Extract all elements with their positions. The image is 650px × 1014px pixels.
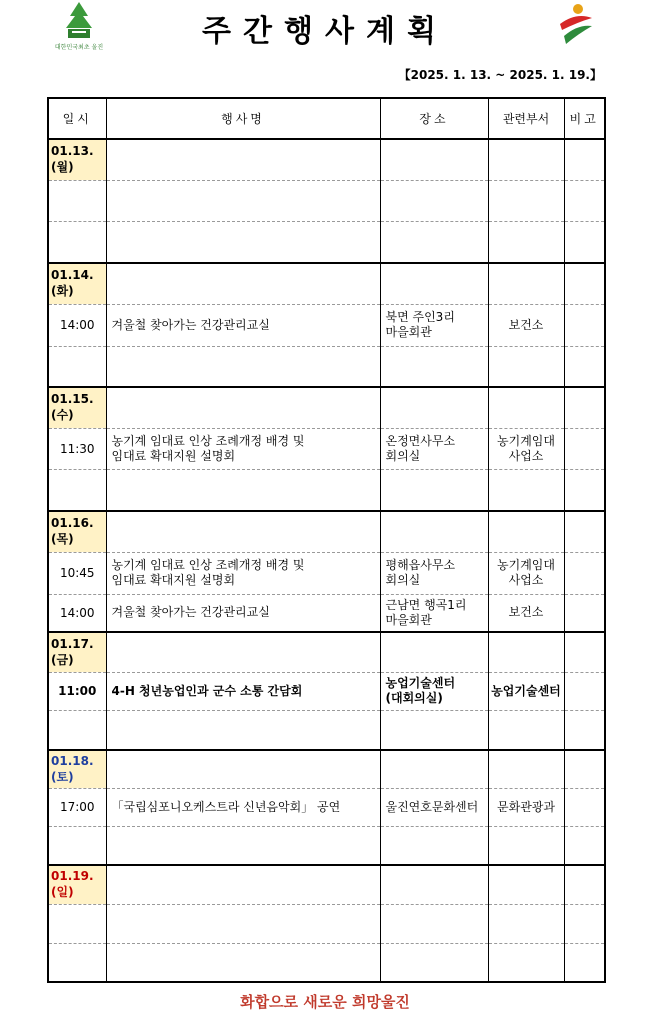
table-row [48, 594, 605, 632]
event-name [106, 304, 380, 346]
event-department [488, 788, 564, 826]
table-row [48, 632, 605, 672]
empty-cell [380, 263, 488, 304]
empty-cell [106, 826, 380, 865]
brand-symbol [556, 2, 596, 52]
table-row [48, 904, 605, 943]
cell-text-line: 보건소 [508, 317, 544, 332]
cell-text-line: 농기계 임대료 인상 조례개정 배경 및 [111, 558, 305, 572]
header-note: 비고 [564, 98, 605, 139]
table-row [48, 552, 605, 594]
empty-cell [488, 387, 564, 428]
event-name [106, 788, 380, 826]
empty-cell [380, 139, 488, 180]
empty-cell [488, 865, 564, 904]
empty-cell [564, 943, 605, 982]
empty-cell [564, 263, 605, 304]
table-row [48, 139, 605, 180]
empty-cell [564, 511, 605, 552]
table-row [48, 511, 605, 552]
empty-cell [380, 387, 488, 428]
empty-cell [106, 263, 380, 304]
empty-cell [380, 346, 488, 387]
cell-text-line: 「국립심포니오케스트라 신년음악회」 공연 [111, 799, 341, 814]
event-place [380, 594, 488, 632]
empty-cell [380, 469, 488, 511]
empty-cell [106, 511, 380, 552]
cell-text-line: (대회의실) [385, 691, 443, 705]
empty-cell [564, 346, 605, 387]
event-note [564, 788, 605, 826]
cell-text-line: 임대료 확대지원 설명회 [111, 448, 236, 463]
event-place [380, 672, 488, 710]
empty-cell [380, 511, 488, 552]
cell-text-line: 울진연호문화센터 [385, 799, 479, 814]
empty-cell [106, 865, 380, 904]
cell-text-line: 농업기술센터 [385, 676, 456, 690]
empty-cell [48, 180, 106, 221]
county-logo [48, 0, 110, 52]
header-place: 장소 [380, 98, 488, 139]
event-note [564, 594, 605, 632]
period-range: 【2025. 1. 13. ~ 2025. 1. 19.】 [398, 68, 602, 82]
table-row [48, 346, 605, 387]
cell-text-line: 농기계임대 [497, 558, 555, 572]
empty-cell [48, 904, 106, 943]
schedule-table [47, 97, 606, 983]
empty-cell [564, 180, 605, 221]
cell-text-line: 사업소 [508, 448, 544, 463]
brand-symbol-icon [556, 2, 596, 52]
empty-cell [106, 221, 380, 263]
empty-cell [488, 904, 564, 943]
day-date: 01.15.(수) [48, 387, 106, 428]
empty-cell [564, 632, 605, 672]
event-department [488, 428, 564, 469]
cell-text-line: 회의실 [385, 573, 421, 587]
empty-cell [564, 826, 605, 865]
empty-cell [380, 750, 488, 788]
event-time: 14:00 [48, 304, 106, 346]
empty-cell [48, 710, 106, 750]
empty-cell [564, 387, 605, 428]
empty-cell [488, 346, 564, 387]
event-note [564, 304, 605, 346]
empty-cell [380, 710, 488, 750]
empty-cell [488, 221, 564, 263]
empty-cell [488, 750, 564, 788]
empty-cell [488, 263, 564, 304]
empty-cell [106, 469, 380, 511]
empty-cell [380, 180, 488, 221]
table-row [48, 750, 605, 788]
empty-cell [488, 511, 564, 552]
table-row [48, 304, 605, 346]
empty-cell [48, 469, 106, 511]
empty-cell [488, 469, 564, 511]
empty-cell [564, 469, 605, 511]
cell-text-line: 근남면 행곡1리 [385, 597, 467, 612]
empty-cell [48, 346, 106, 387]
cell-text-line: 북면 주인3리 [385, 310, 455, 324]
table-row [48, 826, 605, 865]
event-place [380, 788, 488, 826]
cell-text-line: 겨울철 찾아가는 건강관리교실 [111, 317, 270, 332]
empty-cell [380, 221, 488, 263]
cell-text-line: 임대료 확대지원 설명회 [111, 573, 236, 587]
empty-cell [48, 221, 106, 263]
empty-cell [488, 632, 564, 672]
empty-cell [564, 221, 605, 263]
empty-cell [380, 943, 488, 982]
event-department [488, 672, 564, 710]
table-row [48, 180, 605, 221]
cell-text-line: 평해읍사무소 [385, 558, 456, 572]
empty-cell [564, 139, 605, 180]
empty-cell [380, 904, 488, 943]
event-time: 11:30 [48, 428, 106, 469]
event-time: 14:00 [48, 594, 106, 632]
event-department [488, 304, 564, 346]
day-date: 01.17.(금) [48, 632, 106, 672]
header-datetime: 일시 [48, 98, 106, 139]
logo-caption: 대한민국최초 울진 [54, 44, 104, 51]
cell-text-line: 문화관광과 [497, 799, 555, 814]
header-department: 관련부서 [488, 98, 564, 139]
cell-text-line: 회의실 [385, 448, 421, 463]
day-date: 01.18.(토) [48, 750, 106, 788]
empty-cell [106, 387, 380, 428]
day-date: 01.16.(목) [48, 511, 106, 552]
table-header-row [48, 98, 605, 139]
day-date: 01.19.(일) [48, 865, 106, 904]
empty-cell [564, 750, 605, 788]
cell-text-line: 농기계임대 [497, 433, 555, 448]
event-time: 11:00 [48, 672, 106, 710]
table-row [48, 865, 605, 904]
event-name [106, 672, 380, 710]
empty-cell [106, 943, 380, 982]
event-department [488, 594, 564, 632]
empty-cell [488, 826, 564, 865]
cell-text-line: 4-H 청년농업인과 군수 소통 간담회 [111, 683, 303, 698]
empty-cell [106, 346, 380, 387]
empty-cell [106, 750, 380, 788]
event-time: 17:00 [48, 788, 106, 826]
empty-cell [488, 139, 564, 180]
empty-cell [106, 139, 380, 180]
day-date: 01.14.(화) [48, 263, 106, 304]
table-row [48, 469, 605, 511]
pine-tree-logo-icon [48, 0, 110, 42]
header-event-name: 행사명 [106, 98, 380, 139]
page-title: 주간행사계획 [202, 14, 448, 49]
empty-cell [106, 180, 380, 221]
event-note [564, 552, 605, 594]
event-note [564, 428, 605, 469]
event-name [106, 428, 380, 469]
empty-cell [564, 865, 605, 904]
event-note [564, 672, 605, 710]
cell-text-line: 농업기술센터 [491, 683, 561, 698]
empty-cell [106, 632, 380, 672]
event-department [488, 552, 564, 594]
event-place [380, 552, 488, 594]
empty-cell [380, 632, 488, 672]
cell-text-line: 마을회관 [385, 325, 432, 339]
day-date: 01.13.(월) [48, 139, 106, 180]
cell-text-line: 보건소 [508, 605, 544, 620]
empty-cell [106, 904, 380, 943]
table-row [48, 221, 605, 263]
empty-cell [564, 904, 605, 943]
empty-cell [564, 710, 605, 750]
table-row [48, 428, 605, 469]
empty-cell [488, 710, 564, 750]
table-row [48, 788, 605, 826]
empty-cell [380, 826, 488, 865]
event-place [380, 428, 488, 469]
cell-text-line: 농기계 임대료 인상 조례개정 배경 및 [111, 433, 305, 448]
event-name [106, 594, 380, 632]
empty-cell [488, 943, 564, 982]
table-row [48, 387, 605, 428]
cell-text-line: 겨울철 찾아가는 건강관리교실 [111, 605, 270, 620]
table-row [48, 943, 605, 982]
empty-cell [488, 180, 564, 221]
table-row [48, 263, 605, 304]
empty-cell [106, 710, 380, 750]
event-time: 10:45 [48, 552, 106, 594]
empty-cell [48, 826, 106, 865]
table-row [48, 710, 605, 750]
empty-cell [380, 865, 488, 904]
cell-text-line: 온정면사무소 [385, 433, 456, 448]
empty-cell [48, 943, 106, 982]
table-row [48, 672, 605, 710]
footer-slogan: 화합으로 새로운 희망울진 [240, 993, 410, 1011]
event-place [380, 304, 488, 346]
event-name [106, 552, 380, 594]
cell-text-line: 사업소 [508, 573, 544, 587]
cell-text-line: 마을회관 [385, 612, 432, 627]
